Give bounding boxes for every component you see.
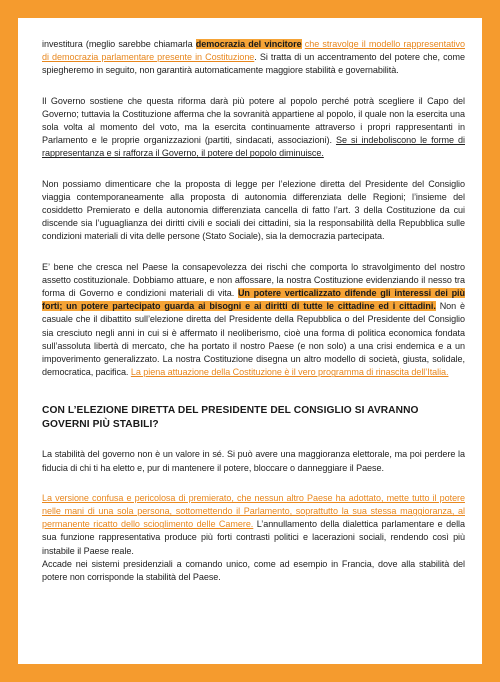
text-span: Non è casuale che il dibattito sull’elezione diretta del Presidente della Repubblica o del Presidente del Consiglio sia cresciuto negli anni in cui si è affermato il neoliberismo, cioè una forma di politica economica fondata sull’assoluta libertà di mercato, che ha portato il nostro Paese (e non solo) a una crisi endemica e a un impoverimento generalizzato. La nostra Costituzione disegna un altro modello di società, giusta, solidale, democratica, pacifica.	[42, 301, 466, 378]
paragraph-non-possiamo	[42, 178, 465, 244]
section-heading: CON L’ELEZIONE DIRETTA DEL PRESIDENTE DEL CONSIGLIO SI AVRANNO GOVERNI PIÙ STABILI?	[42, 405, 419, 430]
paragraph-stabilita	[42, 448, 465, 474]
text-span: Accade nei sistemi presidenziali a comando unico, come ad esempio in Francia, dove alla stabilità del potere non corrisponde la stabilità del Paese.	[42, 558, 465, 583]
underlined-link-text[interactable]: La piena attuazione della Costituzione è il vero programma di rinascita dell’Italia.	[130, 367, 449, 378]
paragraph-investitura	[42, 38, 465, 78]
underlined-link-text[interactable]: che stravolge il modello rappresentativo di democrazia parlamentare presente in Costituzione	[42, 39, 465, 63]
text-span: . Si tratta di un accentramento del potere che, come spiegheremo in seguito, non garantirà automaticamente maggiore stabilità e governabilità.	[42, 52, 465, 76]
paragraph-accade	[42, 558, 465, 584]
underlined-text: Se si indeboliscono le forme di rappresentanza e si rafforza il Governo, il potere del popolo diminuisce.	[42, 135, 465, 159]
text-span: L’annullamento della dialettica parlamentare e della sua funzione rappresentativa produce più forti contrasti politici e lacerazioni sociali, rendendo così più instabile il Paese reale.	[42, 519, 466, 556]
text-span: La stabilità del governo non è un valore in sé. Si può avere una maggioranza elettorale, ma poi perdere la fiducia di chi ti ha eletto e, pur di mantenere il potere, bloccare o danneggiare il Paese.	[42, 449, 465, 473]
text-span: Il Governo sostiene che questa riforma darà più potere al popolo perché potrà scegliere il Capo del Governo; tuttavia la Costituzione afferma che la sovranità appartiene al popolo, il quale non la esercita una sola volta al momento del voto, ma la esercita continuamente attraverso i propri rappresentanti in Parlamento e le proprie organizzazioni (partiti, sindacati, associazioni).	[42, 95, 465, 146]
paragraph-governo-sostiene	[42, 95, 465, 161]
highlight-potere-verticalizzato: Un potere verticalizzato difende gli interessi dei più forti; un potere partecipato guarda ai bisogni e ai diritti di tutte le cittadine ed i cittadini.	[42, 288, 465, 312]
paragraph-consapevolezza	[42, 261, 465, 380]
underlined-link-text[interactable]: La versione confusa e pericolosa di premierato, che nessun altro Paese ha adottato, mette tutto il potere nelle mani di una sola persona, sottomettendo il Parlamento, soprattutto la sua stessa maggioranza, al permanente ricatto dello scioglimento delle Camere.	[42, 492, 465, 530]
text-span: Non possiamo dimenticare che la proposta di legge per l’elezione diretta del Presidente del Consiglio viaggia contemporaneamente alla proposta di autonomia differenziata delle Regioni; l’insieme del cosiddetto Premierato e della autonomia differenziata cancella di fatto l’art. 3 della Costituzione da cui discende sia l’uguaglianza dei diritti civili e sociali dei cittadini, sia la responsabilità della Repubblica sulle condizioni materiali di vita delle persone (Stato Sociale), sia la democrazia partecipata.	[42, 178, 465, 242]
text-span: investitura (meglio sarebbe chiamarla	[42, 39, 196, 49]
page-content	[18, 18, 482, 664]
text-span: E’ bene che cresca nel Paese la consapevolezza dei rischi che comporta lo stravolgimento del nostro assetto costituzionale. Dobbiamo attuare, e non affossare, la nostra Costituzione evidenziando il nesso tra forma di Governo e condizioni materiali di vita.	[42, 261, 465, 299]
highlight-democrazia-del-vincitore: democrazia del vincitore	[195, 39, 302, 49]
paragraph-versione-confusa	[42, 492, 465, 558]
